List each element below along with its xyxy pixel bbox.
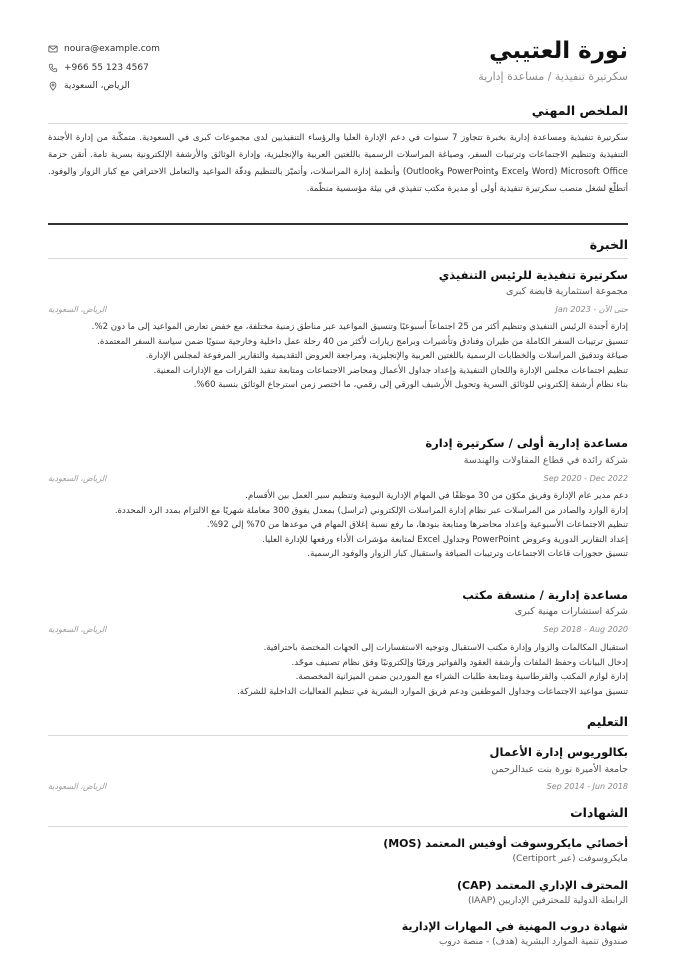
certifications-heading: الشهادات xyxy=(570,805,628,820)
contact-email[interactable] xyxy=(48,40,160,59)
certification-title: شهادة دروب المهنية في المهارات الإدارية xyxy=(401,920,628,933)
job-bullet: صياغة وتدقيق المراسلات والخطابات الرسمية باللغتين العربية والإنجليزية، ومراجعة العروض التقديمية والتقارير المرفوعة لمجلس الإدارة. xyxy=(145,351,628,362)
job-bullet: بناء نظام أرشفة إلكتروني للوثائق السرية وتحويل الأرشيف الورقي إلى رقمي، ما اختصر زمن استرجاع الوثائق بنسبة 60%. xyxy=(193,380,628,391)
location-pin-icon xyxy=(48,81,58,91)
certification-org: الرابطة الدولية للمحترفين الإداريين (IAAP) xyxy=(468,896,628,906)
job-bullet: تنسيق حجوزات قاعات الاجتماعات وترتيبات الضيافة واستقبال كبار الزوار والوفود الرسمية. xyxy=(307,549,628,560)
job-bullet: استقبال المكالمات والزوار وإدارة مكتب الاستقبال وتوجيه الاستفسارات إلى الجهات المختصة باحترافية. xyxy=(263,643,628,653)
contact-location-text: الرياض، السعودية xyxy=(64,81,130,92)
divider xyxy=(48,826,628,827)
divider xyxy=(48,123,628,124)
education-dates: Sep 2014 - Jun 2018 xyxy=(546,782,628,791)
mail-icon xyxy=(48,44,58,54)
candidate-name: نورة العتيبي xyxy=(489,38,628,64)
job-bullets xyxy=(48,320,628,393)
divider-strong xyxy=(48,223,628,225)
job-bullet: تنسيق ترتيبات السفر الكاملة من طيران وفنادق وتأشيرات وبرامج زيارات لأكثر من 40 رحلة عمل داخلية وخارجية سنويًا ضمن سياسة السفر المعتمدة. xyxy=(97,336,628,347)
certification-title: المحترف الإداري المعتمد (CAP) xyxy=(456,879,628,892)
job-bullet: تنظيم اجتماعات مجلس الإدارة واللجان التنفيذية وإعداد جداول الأعمال ومحاضر الاجتماعات ومتابعة تنفيذ القرارات مع الإدارات المعنية. xyxy=(153,365,628,376)
summary-heading: الملخص المهني xyxy=(531,103,628,118)
job-dates: Jan 2023 - حتى الآن xyxy=(555,305,628,314)
job-bullet: إدارة لوازم المكتب والقرطاسية ومتابعة طلبات الشراء مع الموردين ضمن الميزانية المخصصة. xyxy=(295,672,628,683)
job-bullet: إعداد التقارير الدورية وعروض PowerPoint وجداول Excel لمتابعة مؤشرات الأداء ورفعها للإدارة العليا. xyxy=(262,534,628,545)
education-school: جامعة الأميرة نورة بنت عبدالرحمن xyxy=(491,764,628,775)
education-location: الرياض، السعودية xyxy=(48,782,107,791)
job-bullet: إدخال البيانات وحفظ الملفات وأرشفة العقود والفواتير ورقيًا وإلكترونيًا وفق نظام تصنيف موحّد. xyxy=(291,657,628,668)
contact-block xyxy=(48,40,160,96)
job-location: الرياض، السعودية xyxy=(48,625,107,634)
certification-org: صندوق تنمية الموارد البشرية (هدف) - منصة دروب xyxy=(438,937,628,947)
candidate-subtitle: سكرتيرة تنفيذية / مساعدة إدارية xyxy=(478,70,628,83)
contact-phone-text: +966 55 123 4567 xyxy=(64,62,149,73)
divider xyxy=(48,735,628,736)
job-bullet: تنسيق مواعيد الاجتماعات وجداول الموظفين ودعم فريق الموارد البشرية في تنظيم الفعاليات الداخلية للشركة. xyxy=(237,686,628,697)
divider xyxy=(48,258,628,259)
certification-title: أخصائي مايكروسوفت أوفيس المعتمد (MOS) xyxy=(383,837,628,850)
job-company: مجموعة استثمارية قابضة كبرى xyxy=(506,286,628,297)
education-heading: التعليم xyxy=(586,714,628,729)
certification-org: مايكروسوفت (عبر Certiport) xyxy=(512,854,628,864)
job-bullet: دعم مدير عام الإدارة وفريق مكوّن من 30 موظفًا في المهام الإدارية اليومية وتنظيم سير العمل بين الأقسام. xyxy=(245,491,628,501)
job-location: الرياض، السعودية xyxy=(48,305,107,314)
job-bullet: إدارة أجندة الرئيس التنفيذي وتنظيم أكثر من 25 اجتماعاً أسبوعيًا وتنسيق المواعيد عبر مناطق زمنية مختلفة، مع خفض تعارض المواعيد إلى ما دون 2%. xyxy=(91,322,628,332)
job-title: مساعدة إدارية / منسقة مكتب xyxy=(462,588,628,602)
experience-heading: الخبرة xyxy=(589,237,628,252)
summary-text: سكرتيرة تنفيذية ومساعدة إدارية بخبرة تتجاوز 7 سنوات في دعم الإدارة العليا والرؤساء التنفيذيين لدى مجموعات كبرى في السعودية. متمكّنة من إدارة الأجندة التنفيذية وتنظيم الاجتماعات وترتيبات السفر، وصياغة المراسلات الرسمية باللغتين العربية والإنجليزية، وإدارة الوثائق والأرشفة الإلكترونية بسرية تامة. أتقن حزمة Microsoft Office (Word وExcel وPowerPoint وOutlook) وأنظمة إدارة المراسلات، وأتميّز بالتنظيم ودقّة المواعيد والتعامل الاحترافي مع كبار الزوار والوفود. أتطلّع لشغل منصب سكرتيرة تنفيذية أولى أو مديرة مكتب تنفيذي في بيئة مؤسسية منظّمة. xyxy=(48,133,629,194)
job-location: الرياض، السعودية xyxy=(48,474,107,483)
job-company: شركة رائدة في قطاع المقاولات والهندسة xyxy=(463,455,628,466)
job-company: شركة استشارات مهنية كبرى xyxy=(514,606,628,617)
contact-email-text: noura@example.com xyxy=(64,44,160,55)
phone-icon xyxy=(48,63,58,73)
job-bullet: إدارة الوارد والصادر من المراسلات عبر نظام إدارة المراسلات الإلكتروني (تراسل) بمعدل يفوق 300 معاملة شهريًا مع الالتزام بمدد الرد المحددة. xyxy=(114,505,628,516)
education-degree: بكالوريوس إدارة الأعمال xyxy=(489,745,628,759)
contact-location xyxy=(48,77,160,96)
job-title: مساعدة إدارية أولى / سكرتيرة إدارة xyxy=(425,436,628,450)
job-dates: Sep 2018 - Aug 2020 xyxy=(543,625,628,634)
job-bullets xyxy=(48,489,628,562)
job-title: سكرتيرة تنفيذية للرئيس التنفيذي xyxy=(438,268,628,282)
job-bullet: تنظيم الاجتماعات الأسبوعية وإعداد محاضرها ومتابعة بنودها، ما رفع نسبة إغلاق المهام في موعدها من 70% إلى 92%. xyxy=(206,520,628,531)
job-dates: Sep 2020 - Dec 2022 xyxy=(543,474,628,483)
job-bullets xyxy=(48,641,628,699)
contact-phone[interactable] xyxy=(48,59,160,78)
